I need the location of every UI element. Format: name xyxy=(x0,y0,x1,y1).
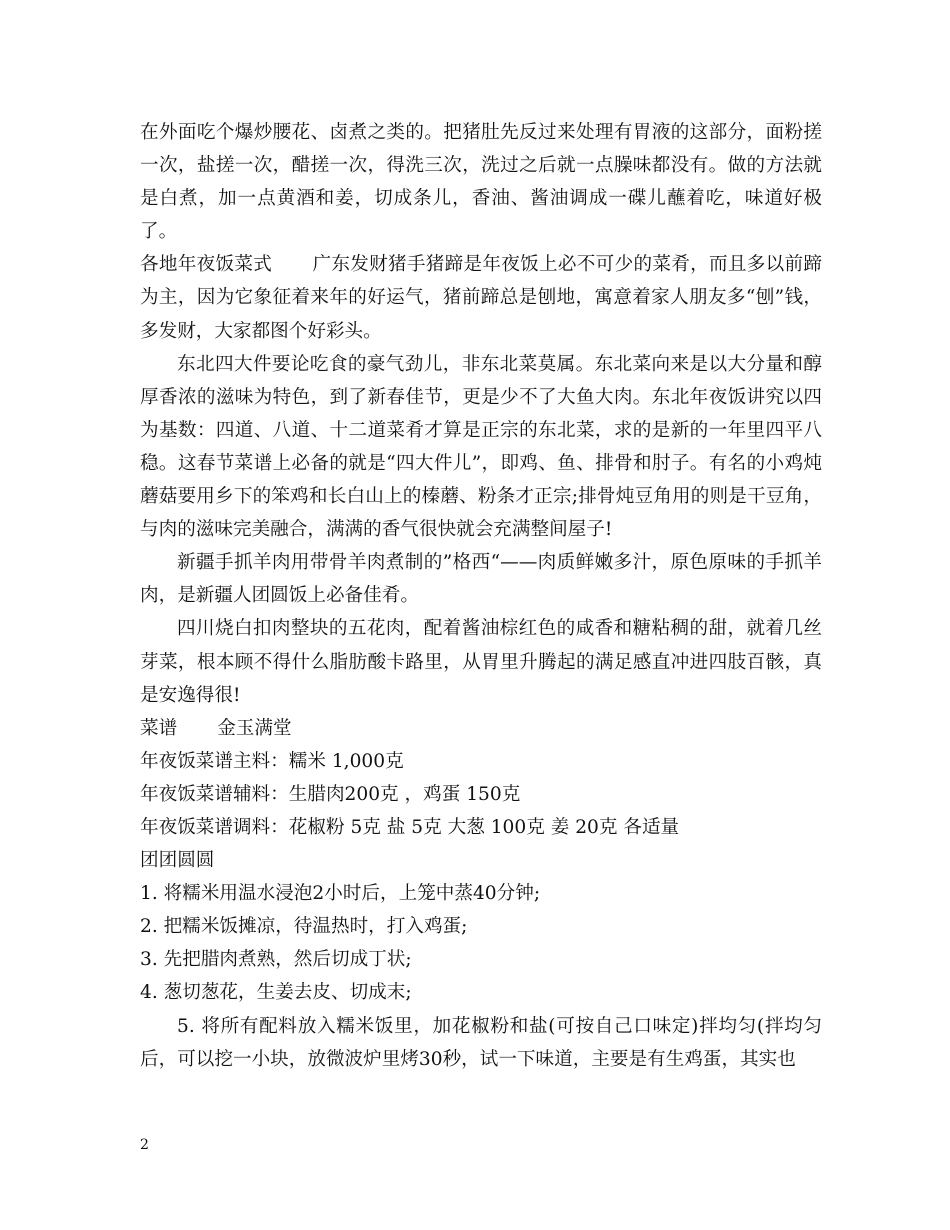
recipe-name: 金玉满堂 xyxy=(217,717,292,739)
recipe-step-4: 4. 葱切葱花，生姜去皮、切成末; xyxy=(140,982,412,1004)
recipe-heading xyxy=(140,712,822,745)
paragraph-guangdong-pork-trotter: 广东发财猪手猪蹄是年夜饭上必不可少的菜肴，而且多以前蹄为主，因为它象征着来年的好运气，猪前蹄总是刨地，寓意着家人朋友多“刨”钱，多发财，大家都图个好彩头。 xyxy=(140,254,822,342)
recipe-subtitle: 团团圆圆 xyxy=(140,850,215,872)
recipe-step-2: 2. 把糯米饭摊凉，待温热时，打入鸡蛋; xyxy=(140,916,468,938)
page-number: 2 xyxy=(140,1137,149,1153)
paragraph-northeast-dishes: 东北四大件要论吃食的豪气劲儿，非东北菜莫属。东北菜向来是以大分量和醇厚香浓的滋味为特色，到了新春佳节，更是少不了大鱼大肉。东北年夜饭讲究以四为基数：四道、八道、十二道菜肴才算是正宗的东北菜，求的是新的一年里四平八稳。这春节菜谱上必备的就是“四大件儿”，即鸡、鱼、排骨和肘子。有名的小鸡炖蘑菇要用乡下的笨鸡和长白山上的榛蘑、粉条才正宗;排骨炖豆角用的则是干豆角，与肉的滋味完美融合，满满的香气很快就会充满整间屋子! xyxy=(140,353,822,541)
paragraph-pork-tripe: 在外面吃个爆炒腰花、卤煮之类的。把猪肚先反过来处理有胃液的这部分，面粉搓一次，盐搓一次，醋搓一次，得洗三次，洗过之后就一点臊味都没有。做的方法就是白煮，加一点黄酒和姜，切成条儿，香油、酱油调成一碟儿蘸着吃，味道好极了。 xyxy=(140,122,822,243)
recipe-main-ingredient: 年夜饭菜谱主料：糯米 1,000克 xyxy=(140,750,404,772)
recipe-step-3: 3. 先把腊肉煮熟，然后切成丁状; xyxy=(140,949,412,971)
paragraph-regional-dishes xyxy=(140,248,822,347)
paragraph-xinjiang-lamb: 新疆手抓羊肉用带骨羊肉煮制的”格西“——肉质鲜嫩多汁，原色原味的手抓羊肉，是新疆人团圆饭上必备佳肴。 xyxy=(140,552,822,607)
recipe-side-ingredient: 年夜饭菜谱辅料：生腊肉200克 ，鸡蛋 150克 xyxy=(140,783,521,805)
recipe-seasoning: 年夜饭菜谱调料：花椒粉 5克 盐 5克 大葱 100克 姜 20克 各适量 xyxy=(140,816,680,838)
section-heading-regional-dishes: 各地年夜饭菜式 xyxy=(140,254,273,276)
paragraph-sichuan-pork: 四川烧白扣肉整块的五花肉，配着酱油棕红色的咸香和糖粘稠的甜，就着几丝芽菜，根本顾不得什么脂肪酸卡路里，从胃里升腾起的满足感直冲进四肢百骸，真是安逸得很! xyxy=(140,618,822,706)
recipe-step-5: 5. 将所有配料放入糯米饭里，加花椒粉和盐(可按自己口味定)拌均匀(拌均匀后，可以挖一小块，放微波炉里烤30秒，试一下味道，主要是有生鸡蛋，其实也 xyxy=(140,1015,822,1070)
page-content xyxy=(140,116,822,1076)
recipe-label: 菜谱 xyxy=(140,717,178,739)
recipe-step-1: 1. 将糯米用温水浸泡2小时后，上笼中蒸40分钟; xyxy=(140,883,541,905)
